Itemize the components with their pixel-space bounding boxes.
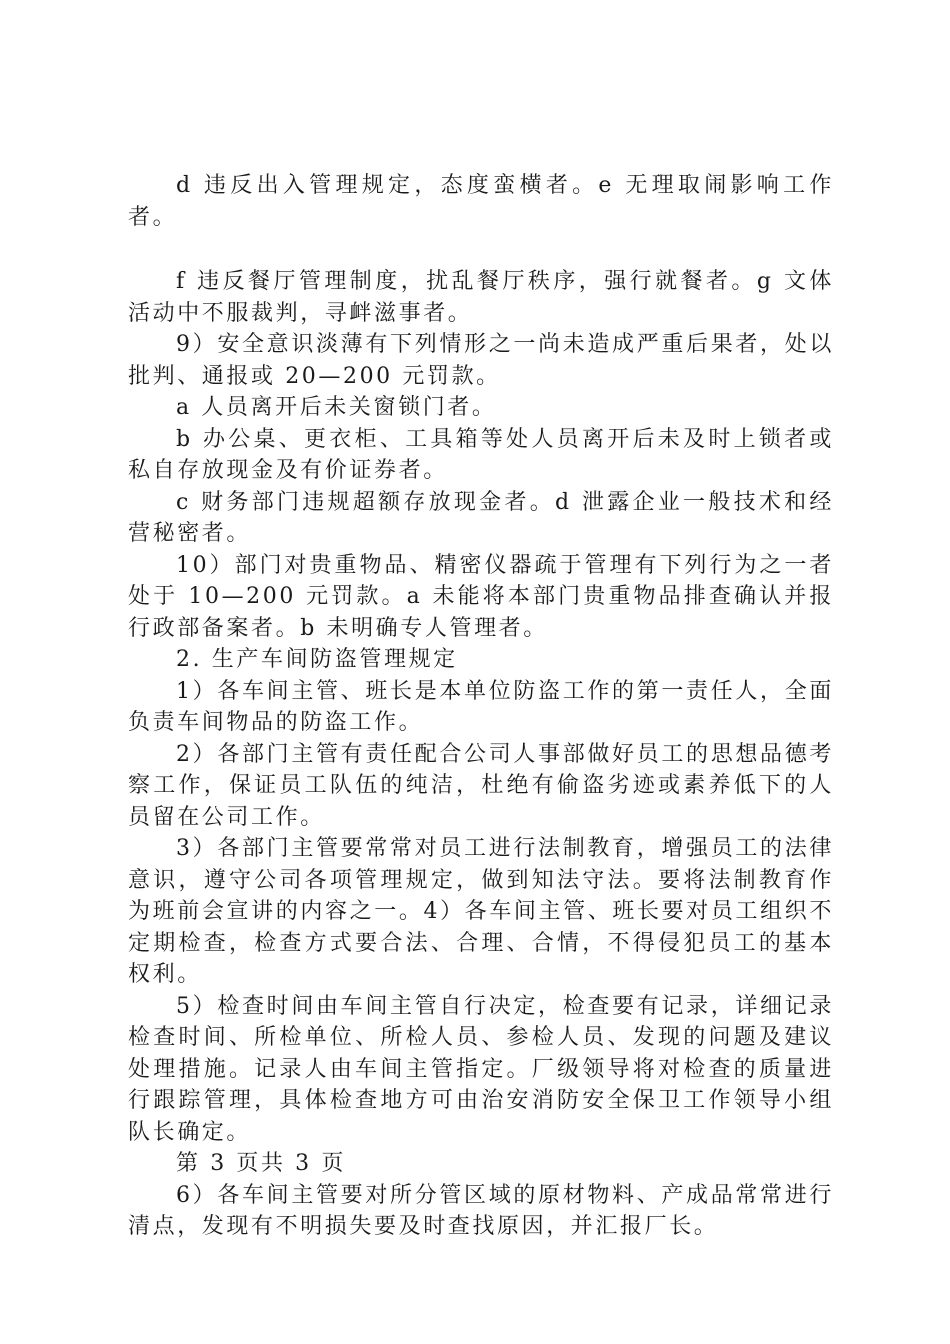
paragraph-item-f-g: f 违反餐厅管理制度，扰乱餐厅秩序，强行就餐者。g 文体活动中不服裁判，寻衅滋事者。 <box>128 269 834 326</box>
paragraph-workshop-3-4: 3）各部门主管要常常对员工进行法制教育，增强员工的法律意识，遵守公司各项管理规定，做到知法守法。要将法制教育作为班前会宣讲的内容之一。4）各车间主管、班长要对员工组织不定期检查，检查方式要合法、合理、合情，不得侵犯员工的基本权利。 <box>128 836 834 987</box>
paragraph-gap <box>128 233 834 266</box>
paragraph-workshop-6: 6）各车间主管要对所分管区域的原材物料、产成品常常进行清点，发现有不明损失要及时查找原因，并汇报厂长。 <box>128 1182 834 1239</box>
paragraph-item-b: b 办公桌、更衣柜、工具箱等处人员离开后未及时上锁者或私自存放现金及有价证券者。 <box>128 426 834 483</box>
section-heading: 2. 生产车间防盗管理规定 <box>176 647 458 672</box>
paragraph-workshop-2: 2）各部门主管有责任配合公司人事部做好员工的思想品德考察工作，保证员工队伍的纯洁，杜绝有偷盗劣迹或素养低下的人员留在公司工作。 <box>128 741 834 830</box>
paragraph-item-d-e: d 违反出入管理规定，态度蛮横者。e 无理取闹影响工作者。 <box>128 173 834 230</box>
paragraph-rule-10: 10）部门对贵重物品、精密仪器疏于管理有下列行为之一者处于 10—200 元罚款。a 未能将本部门贵重物品排查确认并报行政部备案者。b 未明确专人管理者。 <box>128 552 834 641</box>
paragraph-item-c-d: c 财务部门违规超额存放现金者。d 泄露企业一般技术和经营秘密者。 <box>128 489 834 546</box>
paragraph-rule-9: 9）安全意识淡薄有下列情形之一尚未造成严重后果者，处以批判、通报或 20—200 元罚款。 <box>128 332 834 389</box>
paragraph-item-a: a 人员离开后未关窗锁门者。 <box>176 395 497 420</box>
page-number: 第 3 页共 3 页 <box>176 1151 346 1176</box>
document-body <box>128 170 834 1243</box>
paragraph-workshop-1: 1）各车间主管、班长是本单位防盗工作的第一责任人，全面负责车间物品的防盗工作。 <box>128 678 834 735</box>
paragraph-workshop-5: 5）检查时间由车间主管自行决定，检查要有记录，详细记录检查时间、所检单位、所检人员、参检人员、发现的问题及建议处理措施。记录人由车间主管指定。厂级领导将对检查的质量进行跟踪管理，具体检查地方可由治安消防安全保卫工作领导小组队长确定。 <box>128 993 834 1145</box>
